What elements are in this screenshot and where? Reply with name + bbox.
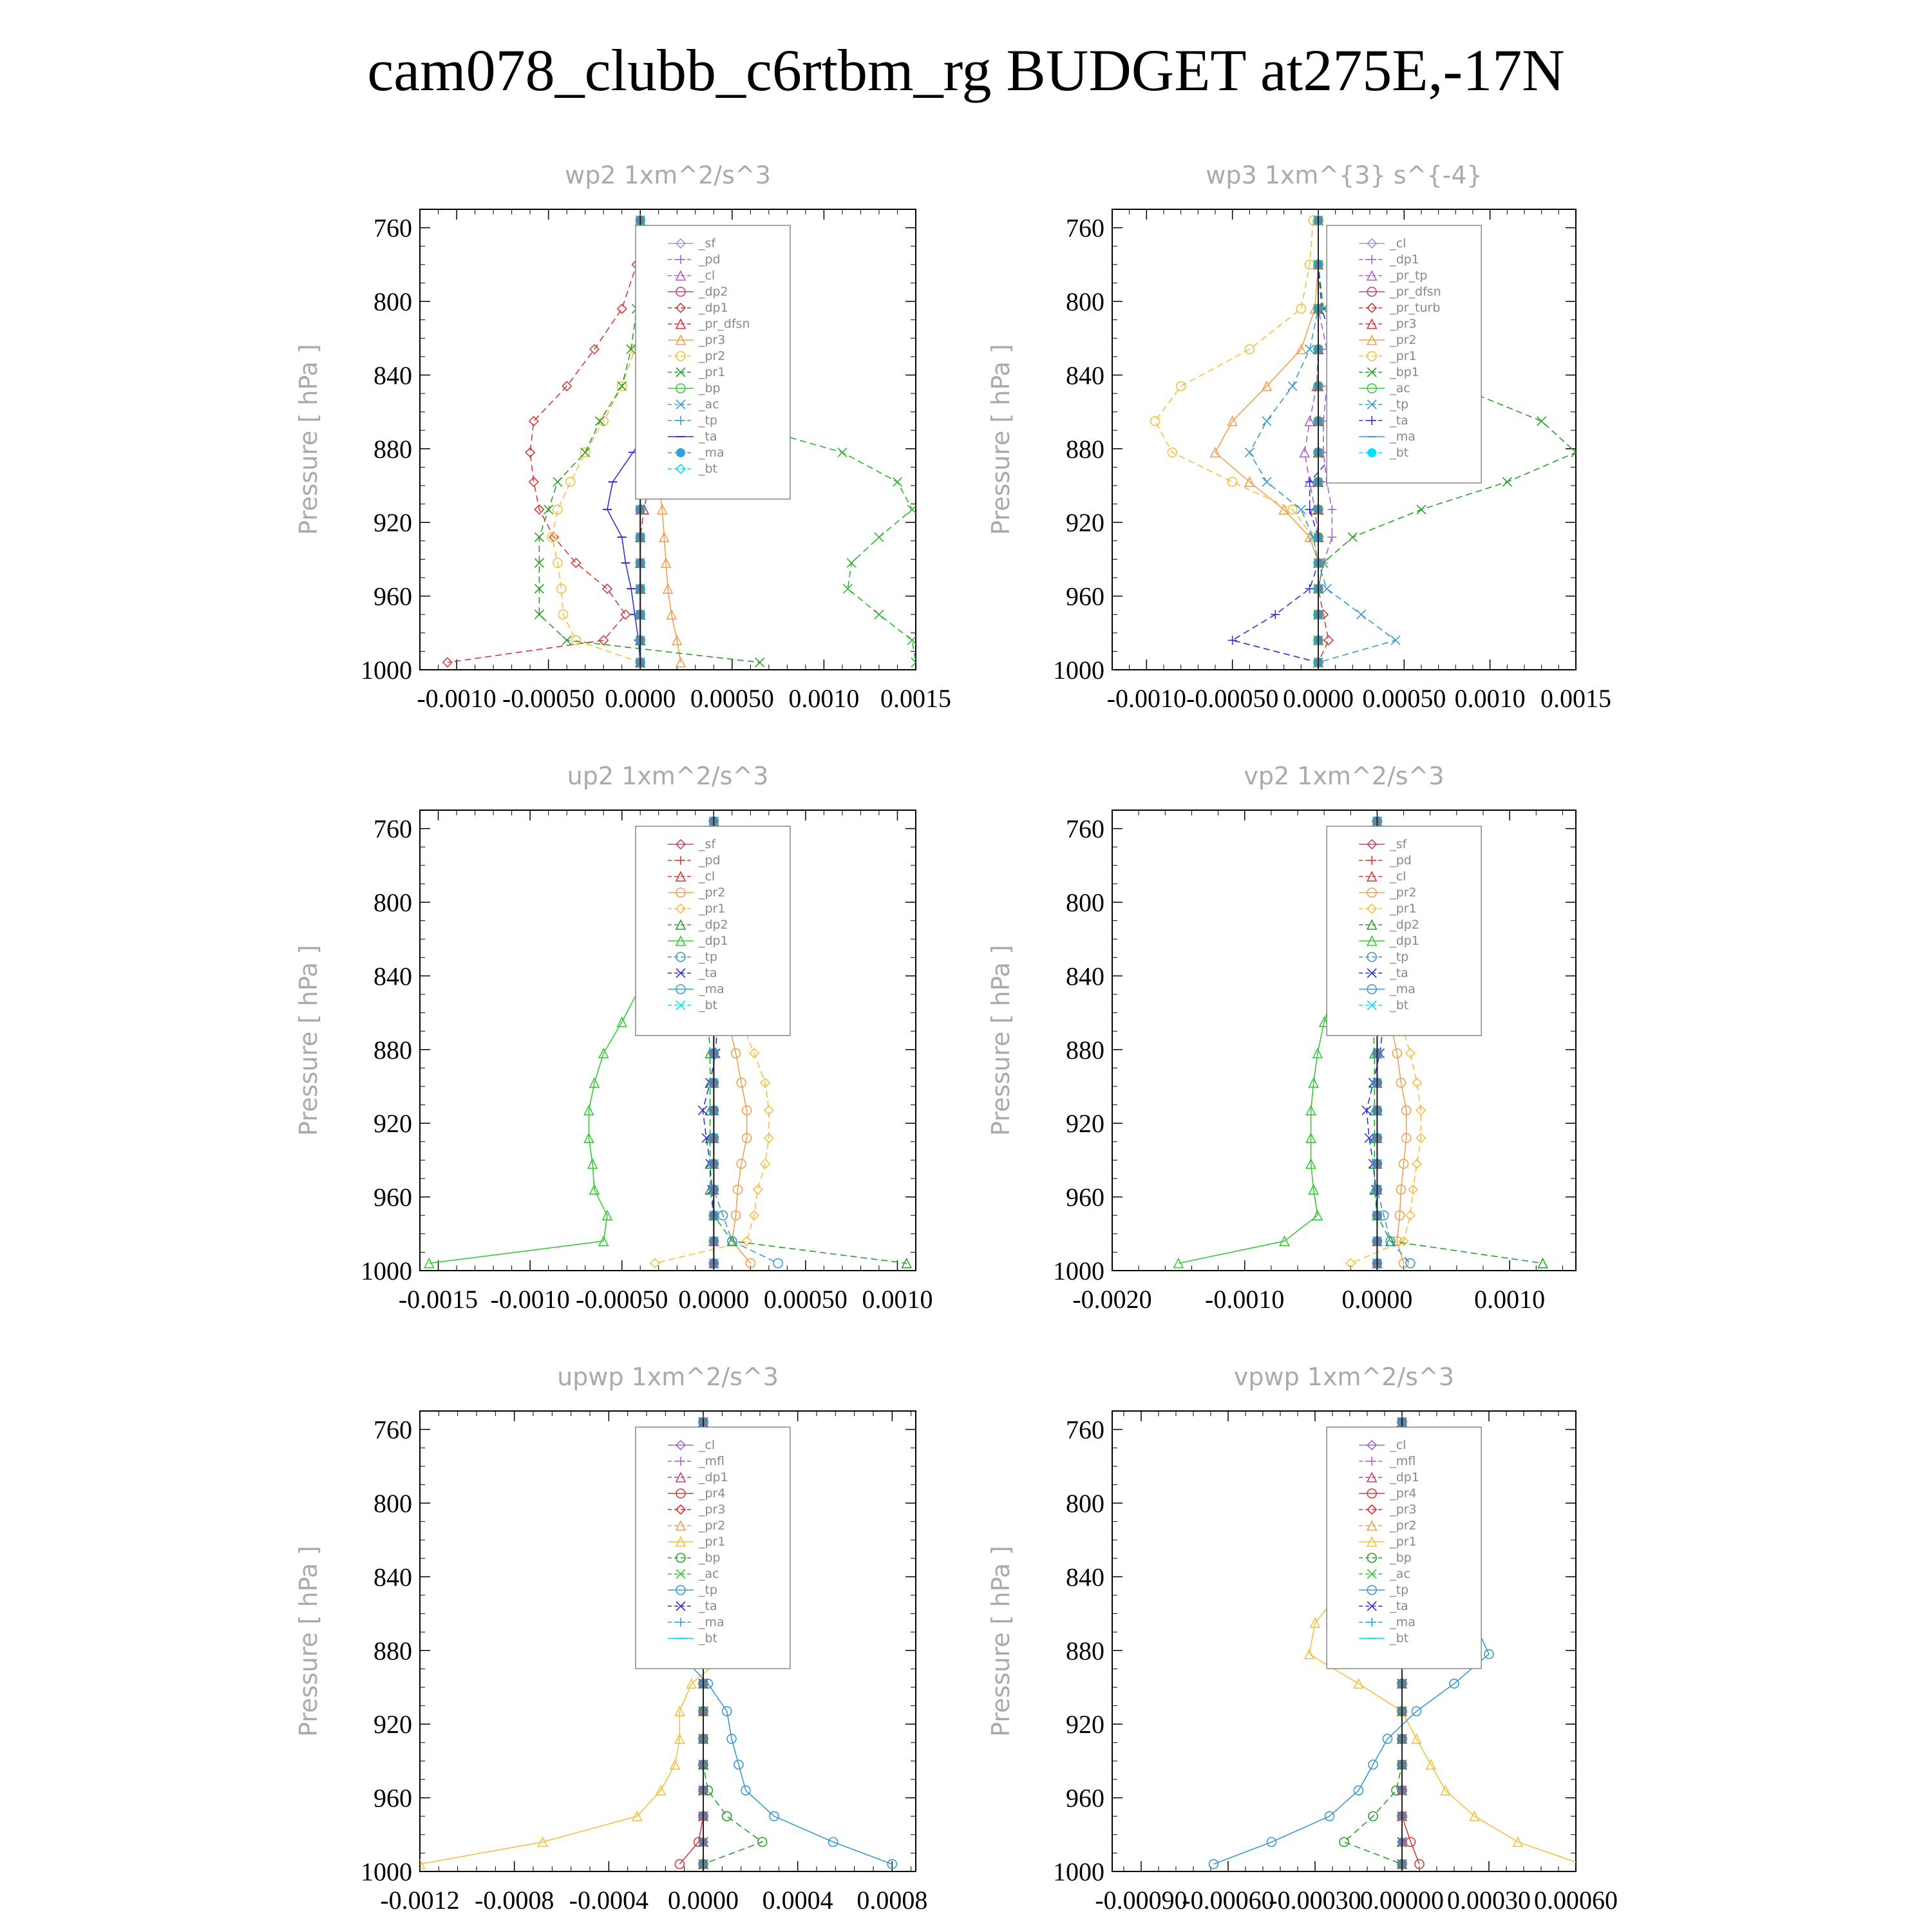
chart-panel <box>294 762 933 1314</box>
data-point <box>1228 636 1237 645</box>
y-tick-label: 840 <box>374 961 412 991</box>
legend-label: _dp1 <box>1390 934 1419 948</box>
data-point <box>1288 382 1297 391</box>
legend-label: _ac <box>698 397 719 412</box>
x-tick-label: -0.0012 <box>380 1886 460 1915</box>
legend-label: _dp1 <box>698 934 728 948</box>
data-point <box>1174 1259 1183 1268</box>
data-point <box>618 304 627 313</box>
data-point <box>1324 636 1333 645</box>
x-tick-label: -0.00050 <box>1186 684 1279 713</box>
legend-label: _pr_turb <box>1390 301 1441 315</box>
y-tick-label: 800 <box>374 1489 412 1518</box>
y-tick-label: 1000 <box>1053 656 1104 685</box>
legend-label: _pd <box>698 252 721 267</box>
data-point <box>553 505 562 514</box>
y-tick-label: 800 <box>1066 287 1104 316</box>
legend-label: _ac <box>1390 381 1410 395</box>
y-tick-label: 1000 <box>361 1256 412 1285</box>
data-point <box>893 477 902 486</box>
figure-title: cam078_clubb_c6rtbm_rg BUDGET at275E,-17N <box>367 37 1565 103</box>
legend-marker <box>676 448 685 457</box>
series-line <box>448 220 640 662</box>
x-tick-label: -0.00060 <box>1182 1886 1274 1915</box>
y-tick-label: 800 <box>374 287 412 316</box>
legend-label: _sf <box>1390 837 1407 851</box>
panel-title: wp3 1xm^{3} s^{-4} <box>1206 161 1482 189</box>
y-tick-label: 920 <box>1066 508 1104 538</box>
x-tick-label: 0.00060 <box>1534 1886 1618 1915</box>
legend-label: _tp <box>1390 397 1409 412</box>
x-tick-label: 0.0000 <box>1341 1285 1413 1314</box>
y-axis-label: Pressure [ hPa ] <box>987 945 1015 1136</box>
y-tick-label: 920 <box>374 1710 412 1739</box>
legend-label: _ac <box>1390 1567 1410 1581</box>
y-tick-label: 920 <box>1066 1710 1104 1739</box>
data-point <box>1305 584 1314 593</box>
y-tick-label: 1000 <box>1053 1857 1104 1886</box>
y-tick-label: 880 <box>1066 1035 1104 1065</box>
data-point <box>1262 477 1271 486</box>
data-point <box>875 533 884 542</box>
x-tick-label: 0.0015 <box>880 684 951 713</box>
data-point <box>1300 448 1309 457</box>
y-tick-label: 1000 <box>361 1857 412 1886</box>
x-tick-label: 0.0010 <box>1454 684 1526 713</box>
data-point <box>581 448 590 457</box>
legend-label: _bt <box>1390 998 1409 1012</box>
data-point <box>553 477 562 486</box>
y-tick-label: 800 <box>1066 1489 1104 1518</box>
x-tick-label: 0.0000 <box>1283 684 1354 713</box>
y-tick-label: 960 <box>374 582 412 611</box>
legend-label: _pr1 <box>1390 902 1417 916</box>
x-tick-label: 0.0000 <box>668 1886 739 1915</box>
data-point <box>1391 636 1400 645</box>
y-tick-label: 840 <box>1066 361 1104 390</box>
data-point <box>1406 1049 1415 1058</box>
y-tick-label: 880 <box>1066 434 1104 464</box>
x-tick-label: 0.0000 <box>605 684 676 713</box>
legend-label: _dp1 <box>698 301 728 315</box>
x-tick-label: 0.0010 <box>788 684 860 713</box>
x-tick-label: -0.0010 <box>417 684 497 713</box>
series-line <box>552 220 640 662</box>
data-point <box>1262 417 1271 426</box>
y-tick-label: 880 <box>1066 1636 1104 1665</box>
y-tick-label: 960 <box>374 1783 412 1813</box>
x-tick-label: 0.0010 <box>862 1285 933 1314</box>
y-tick-label: 760 <box>1066 213 1104 243</box>
x-tick-label: -0.0010 <box>1106 684 1186 713</box>
x-tick-label: -0.0015 <box>398 1285 478 1314</box>
x-tick-label: 0.0008 <box>857 1886 928 1915</box>
legend-label: _ma <box>698 982 724 996</box>
data-point <box>1296 304 1305 313</box>
panel-title: up2 1xm^2/s^3 <box>567 762 769 790</box>
legend-label: _dp1 <box>1390 252 1419 267</box>
y-tick-label: 880 <box>374 434 412 464</box>
legend-label: _pr4 <box>698 1486 726 1501</box>
legend-label: _mfl <box>1390 1454 1416 1468</box>
x-tick-label: 0.00050 <box>763 1285 848 1314</box>
legend-label: _tp <box>698 413 717 428</box>
data-point <box>723 1812 732 1821</box>
chart-panel <box>987 161 1611 713</box>
panel-title: wp2 1xm^2/s^3 <box>565 161 771 189</box>
legend-label: _cl <box>698 869 715 884</box>
legend-label: _tp <box>1390 1583 1409 1597</box>
y-tick-label: 840 <box>1066 961 1104 991</box>
legend-label: _pr4 <box>1390 1486 1417 1501</box>
legend-label: _cl <box>698 1438 715 1452</box>
series-line <box>1155 220 1318 662</box>
data-point <box>1228 477 1237 486</box>
x-tick-label: 0.0010 <box>1474 1285 1546 1314</box>
y-tick-label: 800 <box>1066 888 1104 917</box>
panel-title: vp2 1xm^2/s^3 <box>1244 762 1444 790</box>
data-point <box>566 477 575 486</box>
data-point <box>1305 477 1314 486</box>
legend-label: _dp1 <box>698 1470 728 1484</box>
legend-label: _pr2 <box>1390 333 1417 347</box>
x-tick-label: -0.0004 <box>569 1886 649 1915</box>
legend-label: _pr3 <box>1390 317 1417 331</box>
legend-label: _pd <box>1390 853 1412 867</box>
legend-label: _ta <box>1390 413 1408 428</box>
x-tick-label: -0.0010 <box>1205 1285 1285 1314</box>
legend-label: _dp2 <box>698 918 728 932</box>
legend-label: _ma <box>1390 982 1416 996</box>
legend-label: _sf <box>698 837 716 851</box>
legend-label: _bt <box>698 998 717 1012</box>
legend-label: _pr1 <box>1390 349 1417 363</box>
x-tick-label: -0.00050 <box>576 1285 668 1314</box>
legend-label: _dp1 <box>1390 1470 1419 1484</box>
data-point <box>650 1259 659 1268</box>
legend-label: _bt <box>1390 1631 1409 1645</box>
legend-label: _pr2 <box>1390 1519 1417 1533</box>
legend-label: _pr2 <box>698 886 726 900</box>
y-tick-label: 760 <box>1066 814 1104 844</box>
legend-label: _pr_dfsn <box>698 317 750 331</box>
y-tick-label: 760 <box>374 1415 412 1444</box>
x-tick-label: 0.00000 <box>1360 1886 1444 1915</box>
y-axis-label: Pressure [ hPa ] <box>987 1546 1015 1737</box>
legend-label: _mfl <box>698 1454 724 1468</box>
legend-label: _pr1 <box>698 365 726 379</box>
legend-label: _ta <box>1390 1599 1408 1613</box>
y-axis-label: Pressure [ hPa ] <box>987 344 1015 535</box>
legend-label: _pr3 <box>698 1502 726 1517</box>
legend-label: _pr3 <box>698 333 726 347</box>
legend-label: _ma <box>698 446 724 460</box>
legend-label: _pd <box>698 853 721 867</box>
y-tick-label: 920 <box>374 1109 412 1139</box>
x-tick-label: 0.00050 <box>1362 684 1446 713</box>
legend-label: _pr_dfsn <box>1390 285 1441 299</box>
legend-label: _ta <box>698 966 717 980</box>
legend-label: _pr3 <box>1390 1502 1417 1517</box>
legend-label: _bt <box>698 1631 717 1645</box>
legend-label: _pr2 <box>698 1519 726 1533</box>
y-tick-label: 960 <box>1066 582 1104 611</box>
data-point <box>1322 584 1331 593</box>
legend-label: _bt <box>1390 446 1409 460</box>
legend-label: _pr2 <box>1390 886 1417 900</box>
data-point <box>1348 533 1357 542</box>
x-tick-label: 0.0015 <box>1540 684 1611 713</box>
data-point <box>1271 610 1280 619</box>
panel-title: upwp 1xm^2/s^3 <box>557 1363 779 1391</box>
data-point <box>571 636 580 645</box>
legend-label: _ta <box>1390 966 1408 980</box>
legend-label: _dp2 <box>698 285 728 299</box>
chart-panel <box>294 1363 927 1915</box>
legend-label: _pr1 <box>1390 1535 1417 1549</box>
data-point <box>838 448 847 457</box>
legend-label: _ta <box>698 430 717 444</box>
legend-label: _ta <box>698 1599 717 1613</box>
chart-panel <box>294 161 951 713</box>
data-point <box>1537 417 1546 426</box>
legend-label: _ma <box>698 1615 724 1629</box>
data-point <box>1357 610 1366 619</box>
y-tick-label: 840 <box>374 1562 412 1592</box>
data-point <box>1577 1860 1586 1869</box>
legend-label: _cl <box>1390 236 1406 251</box>
y-axis-label: Pressure [ hPa ] <box>294 945 323 1136</box>
legend-label: _ac <box>698 1567 719 1581</box>
series-line <box>1215 220 1318 662</box>
y-tick-label: 880 <box>374 1035 412 1065</box>
data-point <box>544 505 553 514</box>
x-tick-label: -0.00090 <box>1095 1886 1188 1915</box>
y-tick-label: 960 <box>1066 1783 1104 1813</box>
data-point <box>1327 505 1336 514</box>
data-point <box>1340 1837 1349 1846</box>
y-axis-label: Pressure [ hPa ] <box>294 344 323 535</box>
y-tick-label: 760 <box>374 814 412 844</box>
data-point <box>743 1236 752 1245</box>
x-tick-label: -0.0008 <box>475 1886 554 1915</box>
legend-label: _ma <box>1390 1615 1416 1629</box>
legend-label: _bp <box>698 381 721 395</box>
data-point <box>875 610 884 619</box>
legend-label: _tp <box>698 950 717 964</box>
legend-label: _bp <box>1390 1551 1412 1565</box>
data-point <box>1406 1259 1415 1268</box>
y-tick-label: 920 <box>374 508 412 538</box>
x-tick-label: -0.0020 <box>1072 1285 1152 1314</box>
legend-label: _pr2 <box>698 349 726 363</box>
x-tick-label: -0.00050 <box>502 684 595 713</box>
legend-marker <box>1367 448 1376 457</box>
y-axis-label: Pressure [ hPa ] <box>294 1546 323 1737</box>
panels <box>294 161 1618 1915</box>
legend-label: _cl <box>1390 869 1406 884</box>
legend-label: _ma <box>1390 430 1416 444</box>
data-point <box>1245 448 1254 457</box>
legend-label: _tp <box>1390 950 1409 964</box>
x-tick-label: -0.0010 <box>490 1285 570 1314</box>
legend-label: _bp <box>698 1551 721 1565</box>
data-point <box>1151 417 1160 426</box>
legend-label: _cl <box>1390 1438 1406 1452</box>
x-tick-label: 0.00030 <box>1447 1886 1531 1915</box>
legend-label: _sf <box>698 236 716 251</box>
data-point <box>1296 505 1305 514</box>
legend-label: _bp1 <box>1390 365 1419 379</box>
y-tick-label: 760 <box>1066 1415 1104 1444</box>
x-tick-label: -0.00030 <box>1269 1886 1361 1915</box>
legend-label: _pr_tp <box>1390 269 1428 283</box>
data-point <box>1305 505 1314 514</box>
y-tick-label: 840 <box>374 361 412 390</box>
legend-label: _tp <box>698 1583 717 1597</box>
data-point <box>562 636 571 645</box>
y-tick-label: 1000 <box>1053 1256 1104 1285</box>
x-tick-label: 0.0000 <box>678 1285 750 1314</box>
y-tick-label: 800 <box>374 888 412 917</box>
legend-label: _dp2 <box>1390 918 1419 932</box>
y-tick-label: 960 <box>374 1182 412 1212</box>
x-tick-label: 0.0004 <box>762 1886 833 1915</box>
y-tick-label: 1000 <box>361 656 412 685</box>
data-point <box>1327 533 1336 542</box>
data-point <box>1417 505 1426 514</box>
y-tick-label: 960 <box>1066 1182 1104 1212</box>
data-point <box>618 382 627 391</box>
legend-label: _pr1 <box>698 1535 726 1549</box>
y-tick-label: 880 <box>374 1636 412 1665</box>
chart-panel <box>987 762 1576 1314</box>
y-tick-label: 840 <box>1066 1562 1104 1592</box>
chart-panel <box>987 1363 1618 1915</box>
y-tick-label: 760 <box>374 213 412 243</box>
data-point <box>1502 477 1511 486</box>
x-tick-label: 0.00050 <box>690 684 774 713</box>
legend-label: _pr1 <box>698 902 726 916</box>
legend-label: _cl <box>698 269 715 283</box>
y-tick-label: 920 <box>1066 1109 1104 1139</box>
data-point <box>1305 345 1314 354</box>
panel-title: vpwp 1xm^2/s^3 <box>1233 1363 1455 1391</box>
data-point <box>755 658 764 667</box>
legend-label: _bt <box>698 462 717 476</box>
